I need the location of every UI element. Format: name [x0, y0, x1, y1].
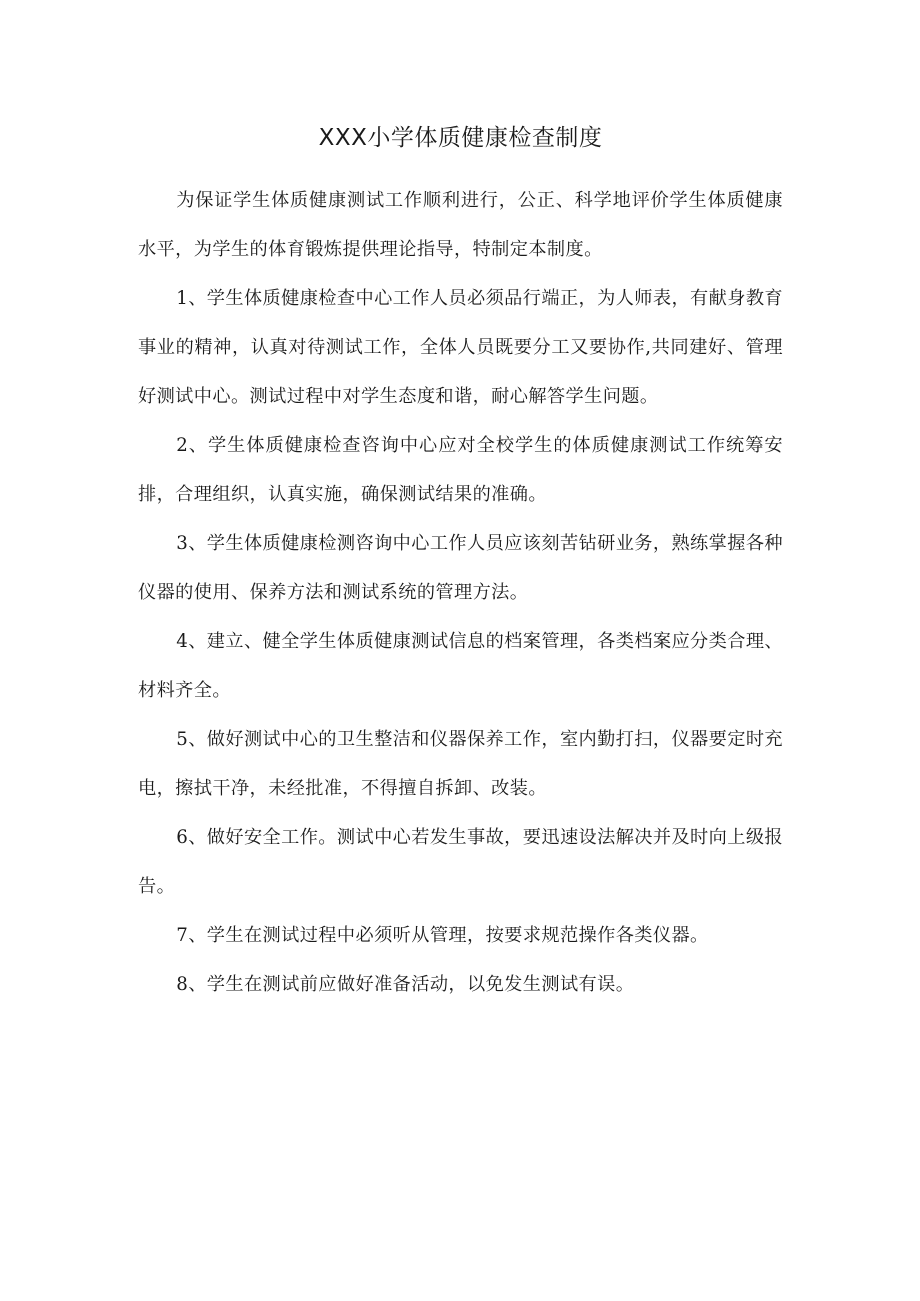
- rule-item-6: 6、做好安全工作。测试中心若发生事故，要迅速设法解决并及时向上级报告。: [138, 827, 783, 897]
- rule-item-2: 2、学生体质健康检查咨询中心应对全校学生的体质健康测试工作统筹安排，合理组织，认真实施，确保测试结果的准确。: [138, 435, 783, 505]
- document-title: XXX小学体质健康检查制度: [318, 125, 603, 151]
- rule-item-8: 8、学生在测试前应做好准备活动，以免发生测试有误。: [176, 974, 635, 995]
- intro-paragraph: 为保证学生体质健康测试工作顺利进行，公正、科学地评价学生体质健康水平，为学生的体育锻炼提供理论指导，特制定本制度。: [138, 190, 783, 260]
- rule-item-7: 7、学生在测试过程中必须听从管理，按要求规范操作各类仪器。: [176, 925, 709, 946]
- rule-item-1: 1、学生体质健康检查中心工作人员必须品行端正，为人师表，有献身教育事业的精神，认真对待测试工作，全体人员既要分工又要协作,共同建好、管理好测试中心。测试过程中对学生态度和谐，耐心解答学生问题。: [138, 288, 783, 407]
- rule-item-3: 3、学生体质健康检测咨询中心工作人员应该刻苦钻研业务，熟练掌握各种仪器的使用、保养方法和测试系统的管理方法。: [138, 533, 783, 603]
- document-page: [138, 118, 783, 1009]
- rule-item-5: 5、做好测试中心的卫生整洁和仪器保养工作，室内勤打扫，仪器要定时充电，擦拭干净，未经批准，不得擅自拆卸、改装。: [138, 729, 783, 799]
- rule-item-4: 4、建立、健全学生体质健康测试信息的档案管理，各类档案应分类合理、材料齐全。: [138, 631, 783, 701]
